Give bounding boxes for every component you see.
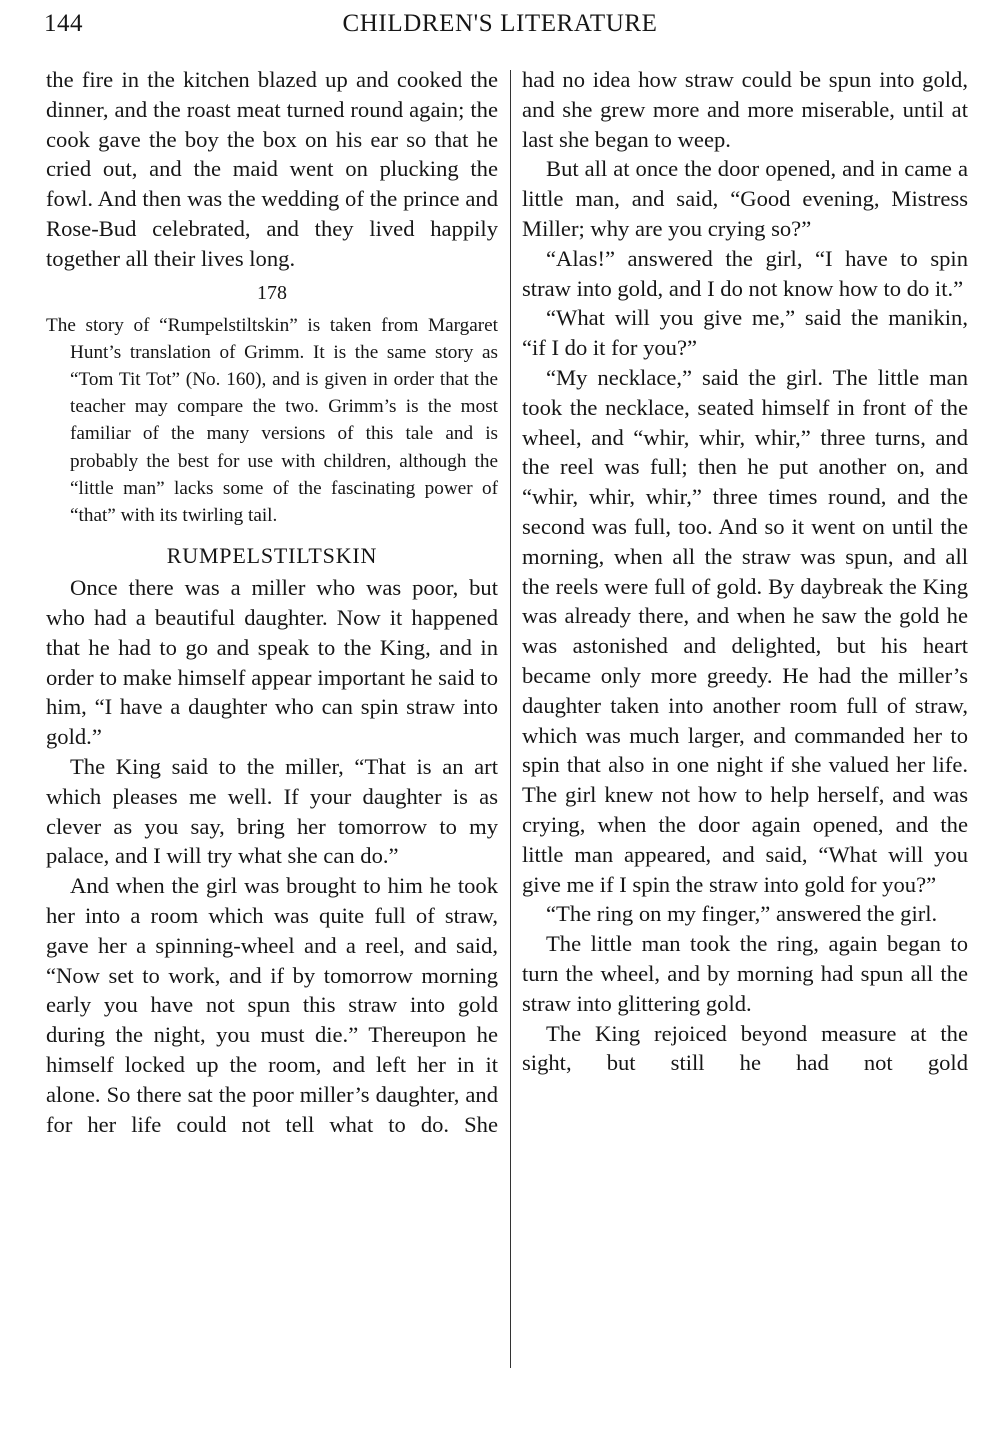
story-paragraph: The little man took the ring, again began to turn the wheel, and by morning had spun all the straw into glittering gold. (522, 931, 968, 1016)
story-paragraph: “What will you give me,” said the manikin, “if I do it for you?” (522, 305, 968, 361)
story-paragraph: “The ring on my finger,” answered the girl. (546, 901, 938, 927)
column-divider (510, 70, 511, 1368)
story-paragraph: “Alas!” answered the girl, “I have to spin straw into gold, and I do not know how to do it.” (522, 245, 968, 301)
story-title: RUMPELSTILTSKIN (166, 543, 378, 569)
page-number: 144 (44, 10, 83, 37)
left-column (46, 65, 498, 1139)
story-paragraph: had no idea how straw could be spun into gold, and she grew more and more miserable, until at last she began to weep. (522, 67, 968, 152)
intro-paragraph: the fire in the kitchen blazed up and cooked the dinner, and the roast meat turned round again; the cook gave the boy the box on his ear so that he cried out, and the maid went on plucking the fowl. And then was the wedding of the prince and Rose-Bud celebrated, and they lived happily together all their lives long. (46, 67, 498, 271)
running-head: CHILDREN'S LITERATURE (342, 10, 658, 37)
story-paragraph: And when the girl was brought to him he took her into a room which was quite full of straw, gave her a spinning-wheel and a reel, and said, “Now set to work, and if by tomorrow morning early you have not spun this straw into gold during the night, you must die.” Thereupon he himself locked up the room, and left her in it alone. So there sat the poor miller’s daughter, and for her life could not tell what to do. She (46, 873, 498, 1137)
right-column (522, 65, 968, 1078)
story-paragraph: But all at once the door opened, and in came a little man, and said, “Good evening, Mistress Miller; why are you crying so?” (522, 156, 968, 241)
story-paragraph: Once there was a miller who was poor, but who had a beautiful daughter. Now it happened that he had to go and speak to the King, and in order to make himself appear important he said to him, “I have a daughter who can spin straw into gold.” (46, 575, 498, 750)
story-paragraph: The King said to the miller, “That is an art which pleases me well. If your daughter is as clever as you say, bring her tomorrow to my palace, and I will try what she can do.” (46, 753, 498, 869)
story-paragraph: “My necklace,” said the girl. The little man took the necklace, seated himself in front of the wheel, and “whir, whir, whir,” three turns, and the reel was full; then he put another on, and “whir, whir, whir,” three times round, and the second was full, too. And so it went on until the morning, when all the straw was spun, and all the reels were full of gold. By daybreak the King was already there, and when he saw the gold he was astonished and delighted, but his heart became only more greedy. He had the miller’s daughter taken into another room full of straw, which was much larger, and commanded her to spin that also in one night if she valued her life. The girl knew not how to help herself, and was crying, when the door again opened, and the little man appeared, and said, “What will you give me if I spin the straw into gold for you?” (522, 364, 968, 897)
story-paragraph: The King rejoiced beyond measure at the sight, but still he had not gold (522, 1020, 968, 1076)
editor-note: The story of “Rumpelstiltskin” is taken from Margaret Hunt’s translation of Grimm. It is the same story as “Tom Tit Tot” (No. 160), and is given in order that the teacher may compare the two. Grimm’s is the most familiar of the many versions of this tale and is probably the best for use with children, although the “little man” lacks some of the fascinating power of “that” with its twirling tail. (46, 314, 498, 526)
section-number: 178 (257, 281, 287, 304)
